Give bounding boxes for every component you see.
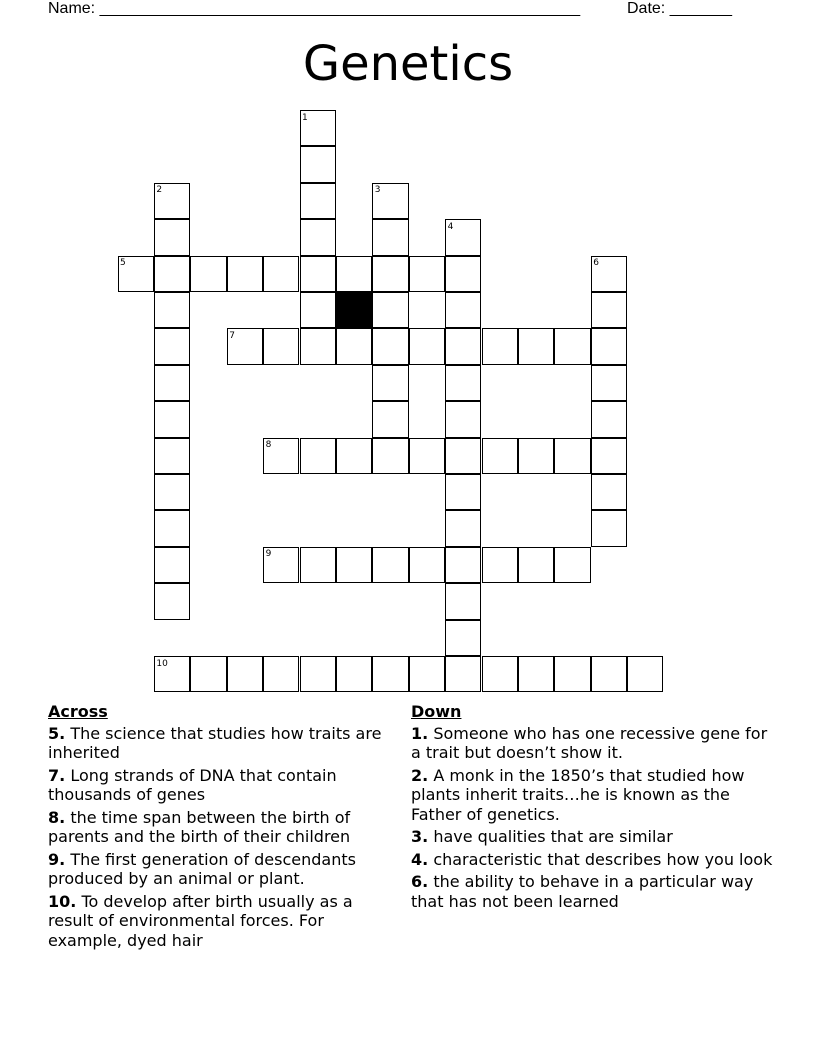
- grid-cell[interactable]: [445, 583, 481, 619]
- grid-cell[interactable]: [154, 474, 190, 510]
- clue-number: 4: [447, 221, 454, 232]
- grid-cell[interactable]: [154, 219, 190, 255]
- grid-cell[interactable]: [372, 292, 408, 328]
- grid-cell[interactable]: [591, 365, 627, 401]
- grid-cell[interactable]: [263, 328, 299, 364]
- grid-cell[interactable]: [154, 401, 190, 437]
- grid-cell[interactable]: [445, 438, 481, 474]
- grid-cell[interactable]: [518, 328, 554, 364]
- grid-cell[interactable]: [300, 547, 336, 583]
- grid-cell[interactable]: [554, 656, 590, 692]
- grid-cell[interactable]: [445, 328, 481, 364]
- clue-down-2: 2. A monk in the 1850’s that studied how plants inherit traits…he is known as the Father of genetics.: [411, 765, 745, 824]
- clue-down-4: 4. characteristic that describes how you look: [411, 849, 773, 869]
- name-field[interactable]: Name: ______________________________________________________: [48, 0, 581, 17]
- grid-cell[interactable]: [409, 328, 445, 364]
- page-title: Genetics: [302, 36, 514, 92]
- grid-cell[interactable]: [518, 438, 554, 474]
- grid-cell[interactable]: [445, 292, 481, 328]
- grid-cell[interactable]: [518, 547, 554, 583]
- clue-down-3: 3. have qualities that are similar: [411, 827, 673, 846]
- grid-cell[interactable]: [372, 401, 408, 437]
- grid-cell[interactable]: [336, 328, 372, 364]
- clue-across-5: 5. The science that studies how traits are inherited: [48, 723, 382, 762]
- grid-cell[interactable]: [445, 401, 481, 437]
- grid-cell[interactable]: [591, 474, 627, 510]
- grid-cell[interactable]: [591, 292, 627, 328]
- black-cell: [336, 292, 372, 328]
- grid-cell[interactable]: [482, 328, 518, 364]
- grid-cell[interactable]: [445, 256, 481, 292]
- grid-cell[interactable]: [409, 547, 445, 583]
- clue-number: 10: [156, 658, 168, 669]
- clue-number: 1: [302, 112, 308, 123]
- grid-cell[interactable]: [591, 401, 627, 437]
- grid-cell[interactable]: [336, 547, 372, 583]
- down-heading: Down: [411, 702, 462, 721]
- grid-cell[interactable]: [263, 256, 299, 292]
- grid-cell[interactable]: [336, 256, 372, 292]
- grid-cell[interactable]: [154, 510, 190, 546]
- date-field[interactable]: Date: _______: [627, 0, 732, 17]
- grid-cell[interactable]: [482, 547, 518, 583]
- grid-cell[interactable]: [154, 256, 190, 292]
- grid-cell[interactable]: [300, 438, 336, 474]
- grid-cell[interactable]: [627, 656, 663, 692]
- grid-cell[interactable]: [190, 256, 226, 292]
- clue-across-8: 8. the time span between the birth of parents and the birth of their children: [48, 807, 351, 846]
- across-heading: Across: [48, 702, 108, 721]
- grid-cell[interactable]: [372, 219, 408, 255]
- grid-cell[interactable]: [445, 656, 481, 692]
- grid-cell[interactable]: [591, 328, 627, 364]
- grid-cell[interactable]: [336, 438, 372, 474]
- grid-cell[interactable]: [263, 656, 299, 692]
- grid-cell[interactable]: [300, 219, 336, 255]
- grid-cell[interactable]: [300, 183, 336, 219]
- clue-number: 7: [229, 330, 235, 341]
- grid-cell[interactable]: [372, 547, 408, 583]
- grid-cell[interactable]: [445, 620, 481, 656]
- grid-cell[interactable]: [409, 256, 445, 292]
- grid-cell[interactable]: [554, 438, 590, 474]
- grid-cell[interactable]: [154, 365, 190, 401]
- grid-cell[interactable]: [445, 365, 481, 401]
- grid-cell[interactable]: [482, 438, 518, 474]
- grid-cell[interactable]: [554, 328, 590, 364]
- clue-number: 6: [593, 258, 599, 269]
- grid-cell[interactable]: [372, 656, 408, 692]
- grid-cell[interactable]: [300, 146, 336, 182]
- grid-cell[interactable]: [154, 547, 190, 583]
- grid-cell[interactable]: [591, 656, 627, 692]
- grid-cell[interactable]: [445, 510, 481, 546]
- clue-down-6: 6. the ability to behave in a particular way that has not been learned: [411, 872, 754, 911]
- grid-cell[interactable]: [372, 365, 408, 401]
- grid-cell[interactable]: [482, 656, 518, 692]
- grid-cell[interactable]: [372, 438, 408, 474]
- grid-cell[interactable]: [300, 656, 336, 692]
- down-clues: [411, 702, 776, 914]
- grid-cell[interactable]: [300, 292, 336, 328]
- clue-number: 2: [156, 185, 163, 196]
- grid-cell[interactable]: [154, 328, 190, 364]
- grid-cell[interactable]: [591, 438, 627, 474]
- grid-cell[interactable]: [518, 656, 554, 692]
- clue-number: 9: [265, 549, 272, 560]
- grid-cell[interactable]: [227, 656, 263, 692]
- clue-across-7: 7. Long strands of DNA that contain thousands of genes: [48, 765, 337, 804]
- grid-cell[interactable]: [190, 656, 226, 692]
- grid-cell[interactable]: [409, 438, 445, 474]
- grid-cell[interactable]: [372, 328, 408, 364]
- grid-cell[interactable]: [372, 256, 408, 292]
- grid-cell[interactable]: [300, 328, 336, 364]
- clue-across-9: 9. The first generation of descendants produced by an animal or plant.: [48, 849, 356, 888]
- clue-down-1: 1. Someone who has one recessive gene for a trait but doesn’t show it.: [411, 723, 768, 762]
- grid-cell[interactable]: [300, 256, 336, 292]
- clue-number: 3: [374, 185, 381, 196]
- clue-across-10: 10. To develop after birth usually as a result of environmental forces. For example, dyed hair: [48, 891, 353, 950]
- clue-number: 8: [265, 440, 272, 451]
- grid-cell[interactable]: [154, 292, 190, 328]
- grid-cell[interactable]: [445, 474, 481, 510]
- grid-cell[interactable]: [409, 656, 445, 692]
- grid-cell[interactable]: [154, 438, 190, 474]
- across-clues: [48, 702, 393, 953]
- grid-cell[interactable]: [591, 510, 627, 546]
- grid-cell[interactable]: [154, 583, 190, 619]
- grid-cell[interactable]: [227, 256, 263, 292]
- clue-number: 5: [120, 258, 126, 269]
- grid-cell[interactable]: [554, 547, 590, 583]
- grid-cell[interactable]: [445, 547, 481, 583]
- grid-cell[interactable]: [336, 656, 372, 692]
